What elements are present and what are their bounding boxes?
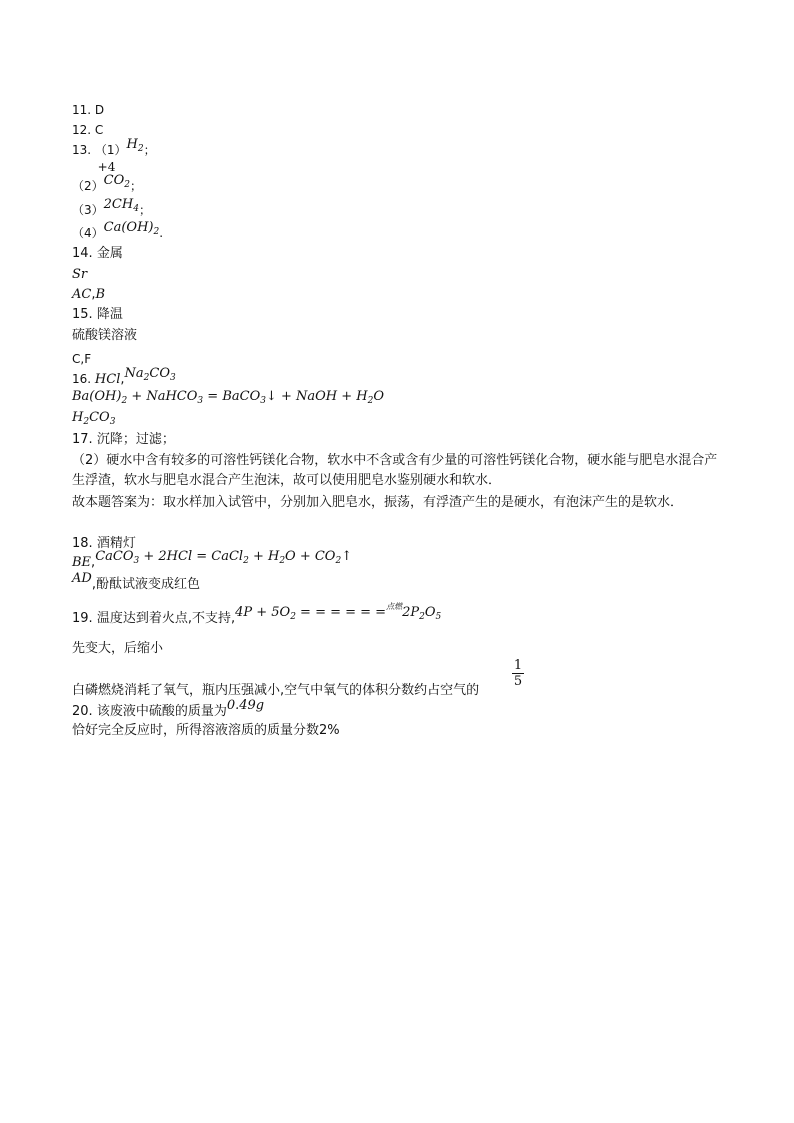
answer-14: 14. 金属	[72, 246, 123, 261]
formula: $2CH_4$	[103, 197, 139, 214]
punct: ；	[143, 143, 156, 157]
answer-16-c: $H_2CO_3$	[72, 410, 116, 427]
answer-13-4: $(4)Ca(OH)_2$.	[72, 220, 164, 240]
answer-17: 17. 沉降；过滤；	[72, 432, 175, 447]
formula: $Ca(OH)_2$	[103, 220, 160, 237]
answer-19-c: 白磷燃烧消耗了氧气，瓶内压强减小,空气中氧气的体积分数约占空气的	[72, 683, 480, 698]
denominator: 5	[513, 674, 523, 689]
answer-18: 18. 酒精灯	[72, 536, 136, 551]
answer-16: 16. $HCl,Na_2CO_3$	[72, 366, 176, 387]
answer-20-b: 恰好完全反应时，所得溶液溶质的质量分数2%	[72, 723, 340, 738]
answer-13-2: （2） +4 $CO_2$；	[72, 160, 143, 193]
answer-19-b: 先变大，后缩小	[72, 641, 164, 656]
formula: +4 $CO_2$	[97, 160, 130, 190]
answer-11: 11. D	[72, 103, 105, 117]
answer-13-3: $(3)2CH_4$；	[72, 197, 151, 217]
answer-15: 15. 降温	[72, 307, 123, 322]
answer-18-c: AD,酚酞试液变成红色	[72, 571, 200, 592]
answer-16-equation: $Ba(OH)_2$ + NaHCO$_3$ = BaCO$_3$↓ + NaOH + $H_2O$	[72, 389, 385, 406]
answer-18-equation: BE,CaCO$_3$ + 2HCl = CaCl$_2$ + $H_2O$ + $CO_2↑$	[72, 549, 353, 570]
answer-14-b: Sr	[72, 267, 88, 282]
fraction-one-fifth	[512, 658, 524, 689]
numerator: 1	[513, 658, 523, 673]
answer-17-summary: 故本题答案为：取水样加入试管中，分别加入肥皂水，振荡，有浮渣产生的是硬水，有泡沫产生的是软水．	[72, 495, 684, 510]
answer-20: 20. 该废液中硫酸的质量为0.49g	[72, 698, 265, 719]
answer-14-c: AC,B	[72, 287, 106, 302]
answer-15-b: 硫酸镁溶液	[72, 328, 138, 343]
equation-19: $4P + 5O_2$ = = = = = $=^{点燃}2P_2O_5$	[235, 602, 442, 622]
answer-17-paragraph: （2）硬水中含有较多的可溶性钙镁化合物，软水中不含或含有少量的可溶性钙镁化合物，硬水能与肥皂水混合产生浮渣，软水与肥皂水混合产生泡沫，故可以使用肥皂水鉴别硬水和软水．	[72, 453, 718, 488]
answer-15-c: C,F	[72, 352, 92, 366]
formula: $H_2$	[126, 137, 144, 154]
answer-19: 19. 温度达到着火点,不支持$,4P + 5O_2$ = = = = = $=^{点燃}2P_2O_5$	[72, 602, 442, 626]
q-num: 13. （1）	[72, 143, 127, 157]
answer-12: 12. C	[72, 123, 104, 137]
